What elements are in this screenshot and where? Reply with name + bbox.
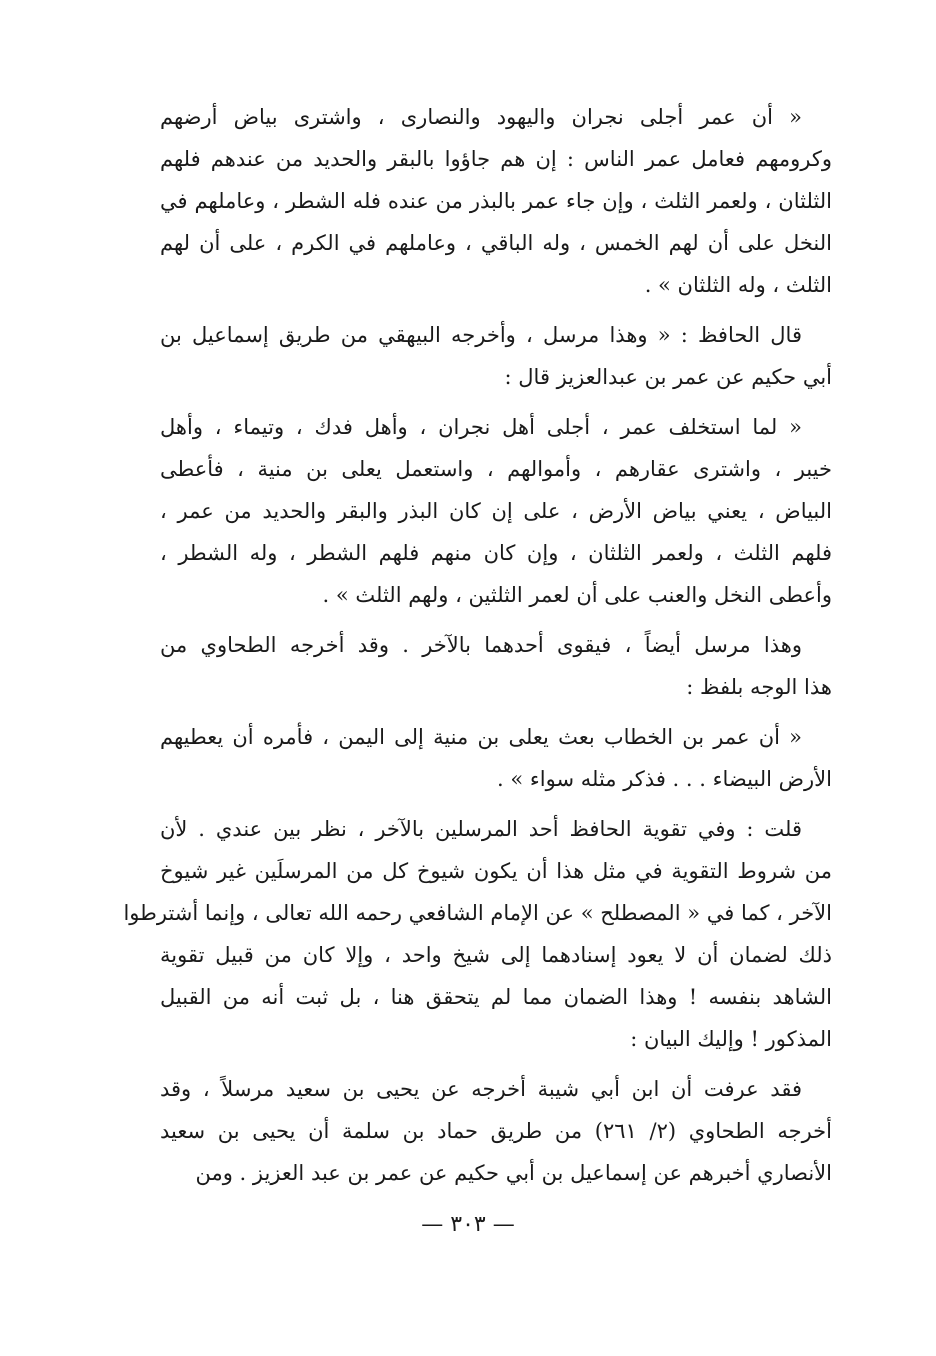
text-line: « أن عمر أجلى نجران واليهود والنصارى ، واشترى بياض أرضهم	[160, 105, 802, 129]
text-line: أخرجه الطحاوي (٢/ ٢٦١) من طريق حماد بن سلمة أن يحيى بن سعيد	[160, 1119, 832, 1143]
paragraph	[160, 1068, 832, 1194]
text-line: « أن عمر بن الخطاب بعث يعلى بن منية إلى اليمن ، فأمره أن يعطيهم	[160, 725, 802, 749]
text-line: المذكور ! وإليك البيان :	[630, 1027, 832, 1051]
paragraph	[123, 808, 832, 1060]
paragraph	[160, 96, 832, 306]
paragraph	[160, 406, 832, 616]
text-line: أبي حكيم عن عمر بن عبدالعزيز قال :	[504, 365, 832, 389]
text-line: الآخر ، كما في « المصطلح » عن الإمام الشافعي رحمه الله تعالى ، وإنما أشترطوا	[123, 901, 832, 925]
text-line: قلت : وفي تقوية الحافظ أحد المرسلين بالآخر ، نظر بين عندي . لأن	[160, 817, 802, 841]
text-line: الأرض البيضاء . . . فذكر مثله سواء » .	[497, 767, 832, 791]
text-line: قال الحافظ : « وهذا مرسل ، وأخرجه البيهقي من طريق إسماعيل بن	[160, 323, 802, 347]
text-line: وهذا مرسل أيضاً ، فيقوى أحدهما بالآخر . وقد أخرجه الطحاوي من	[160, 633, 802, 657]
text-line: وكرومهم فعامل عمر الناس : إن هم جاؤوا بالبقر والحديد من عندهم فلهم	[160, 147, 832, 171]
text-line: وأعطى النخل والعنب على أن لعمر الثلثين ، ولهم الثلث » .	[322, 583, 832, 607]
text-line: ذلك لضمان أن لا يعود إسنادهما إلى شيخ واحد ، وإلا كان من قبيل تقوية	[160, 943, 832, 967]
text-line: من شروط التقوية في مثل هذا أن يكون شيوخ كل من المرسلَين غير شيوخ	[160, 859, 832, 883]
main-text-block	[123, 96, 832, 1202]
text-line: فقد عرفت أن ابن أبي شيبة أخرجه عن يحيى بن سعيد مرسلاً ، وقد	[160, 1077, 802, 1101]
text-line: الثلث ، وله الثلثان » .	[644, 273, 832, 297]
text-line: الأنصاري أخبرهم عن إسماعيل بن أبي حكيم عن عمر بن عبد العزيز . ومن	[195, 1161, 832, 1185]
text-line: النخل على أن لهم الخمس ، وله الباقي ، وعاملهم في الكرم ، على أن لهم	[160, 231, 832, 255]
paragraph	[160, 314, 832, 398]
text-line: الشاهد بنفسه ! وهذا الضمان مما لم يتحقق هنا ، بل ثبت أنه من القبيل	[160, 985, 832, 1009]
text-line: « لما استخلف عمر ، أجلى أهل نجران ، وأهل فدك ، وتيماء ، وأهل	[160, 415, 802, 439]
page-number: — ٣٠٣ —	[421, 1212, 515, 1237]
text-line: خيبر ، واشترى عقارهم ، وأموالهم ، واستعمل يعلى بن منية ، فأعطى	[160, 457, 832, 481]
paragraph	[160, 624, 832, 708]
paragraph	[160, 716, 832, 800]
text-line: هذا الوجه بلفظ :	[686, 675, 832, 699]
text-line: البياض ، يعني بياض الأرض ، على إن كان البذر والبقر والحديد من عمر ،	[160, 499, 832, 523]
text-line: الثلثان ، ولعمر الثلث ، وإن جاء عمر بالبذر من عنده فله الشطر ، وعاملهم في	[160, 189, 832, 213]
text-line: فلهم الثلث ، ولعمر الثلثان ، وإن كان منهم فلهم الشطر ، وله الشطر ،	[160, 541, 832, 565]
